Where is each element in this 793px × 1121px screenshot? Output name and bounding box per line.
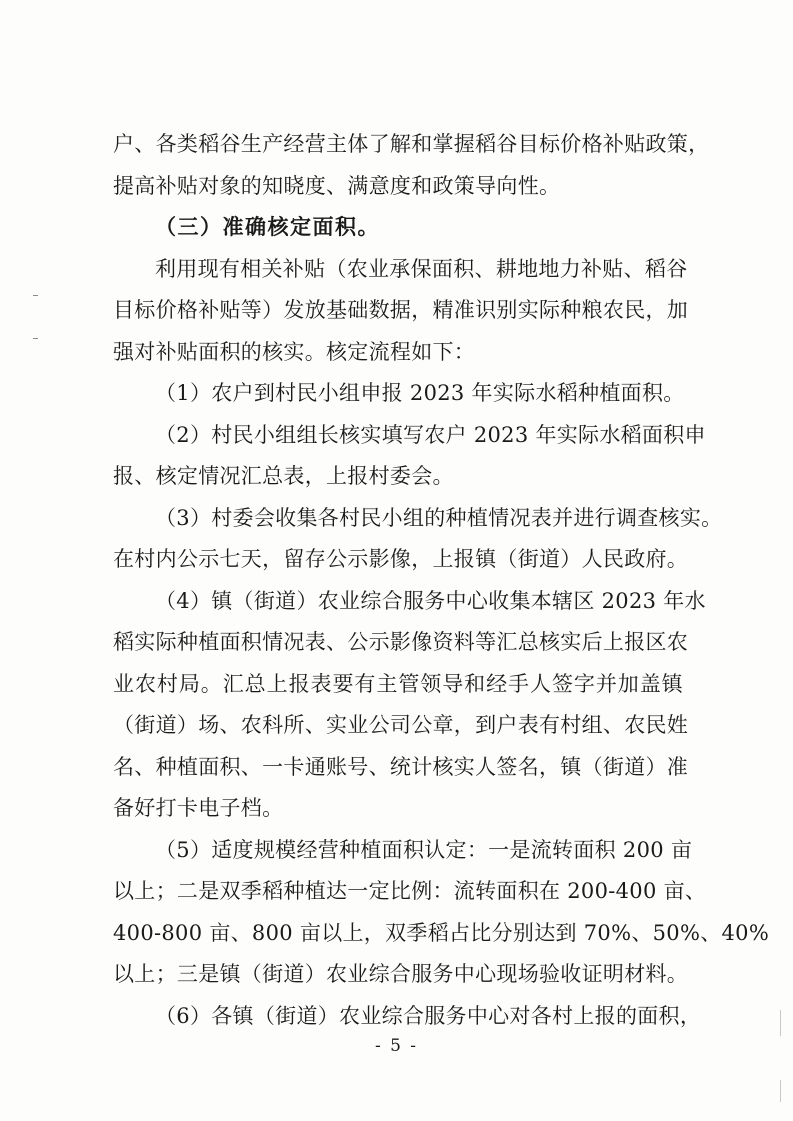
text-line-10: （3）村委会收集各村民小组的种植情况表并进行调查核实。 xyxy=(155,506,723,530)
text-line-2: 提高补贴对象的知晓度、满意度和政策导向性。 xyxy=(113,174,561,198)
text-line-22: （6）各镇（街道）农业综合服务中心对各村上报的面积， xyxy=(155,1004,702,1028)
scan-mark xyxy=(33,338,38,339)
page-number: - 5 - xyxy=(374,1036,419,1056)
text-line-12: （4）镇（街道）农业综合服务中心收集本辖区 2023 年水 xyxy=(155,589,706,613)
scan-mark xyxy=(33,295,38,296)
text-line-17: 备好打卡电子档。 xyxy=(113,796,284,820)
text-line-18: （5）适度规模经营种植面积认定：一是流转面积 200 亩 xyxy=(155,838,693,862)
text-line-19: 以上；二是双季稻种植达一定比例：流转面积在 200-400 亩、 xyxy=(113,879,707,903)
text-line-21: 以上；三是镇（街道）农业综合服务中心现场验收证明材料。 xyxy=(113,962,689,986)
section-heading: （三）准确核定面积。 xyxy=(155,214,380,239)
text-line-11: 在村内公示七天，留存公示影像，上报镇（街道）人民政府。 xyxy=(113,547,689,571)
text-line-5: 目标价格补贴等）发放基础数据，精准识别实际种粮农民，加 xyxy=(113,298,689,322)
text-line-4: 利用现有相关补贴（农业承保面积、耕地地力补贴、稻谷 xyxy=(155,257,688,281)
text-line-14: 业农村局。汇总上报表要有主管领导和经手人签字并加盖镇 xyxy=(113,672,683,696)
text-line-16: 名、种植面积、一卡通账号、统计核实人签名，镇（街道）准 xyxy=(113,755,689,779)
text-line-8: （2）村民小组组长核实填写农户 2023 年实际水稻面积申 xyxy=(155,423,706,447)
scan-edge-mark xyxy=(780,1010,781,1036)
text-line-20: 400-800 亩、800 亩以上，双季稻占比分别达到 70%、50%、40% xyxy=(113,921,770,945)
text-line-9: 报、核定情况汇总表，上报村委会。 xyxy=(113,464,454,488)
text-line-13: 稻实际种植面积情况表、公示影像资料等汇总核实后上报区农 xyxy=(113,630,689,654)
text-line-7: （1）农户到村民小组申报 2023 年实际水稻种植面积。 xyxy=(155,381,685,405)
text-line-1: 户、各类稻谷生产经营主体了解和掌握稻谷目标价格补贴政策， xyxy=(113,132,710,156)
text-line-6: 强对补贴面积的核实。核定流程如下： xyxy=(113,340,476,364)
scan-edge-mark xyxy=(780,1080,781,1102)
text-line-15: （街道）场、农科所、实业公司公章，到户表有村组、农民姓 xyxy=(113,713,689,737)
